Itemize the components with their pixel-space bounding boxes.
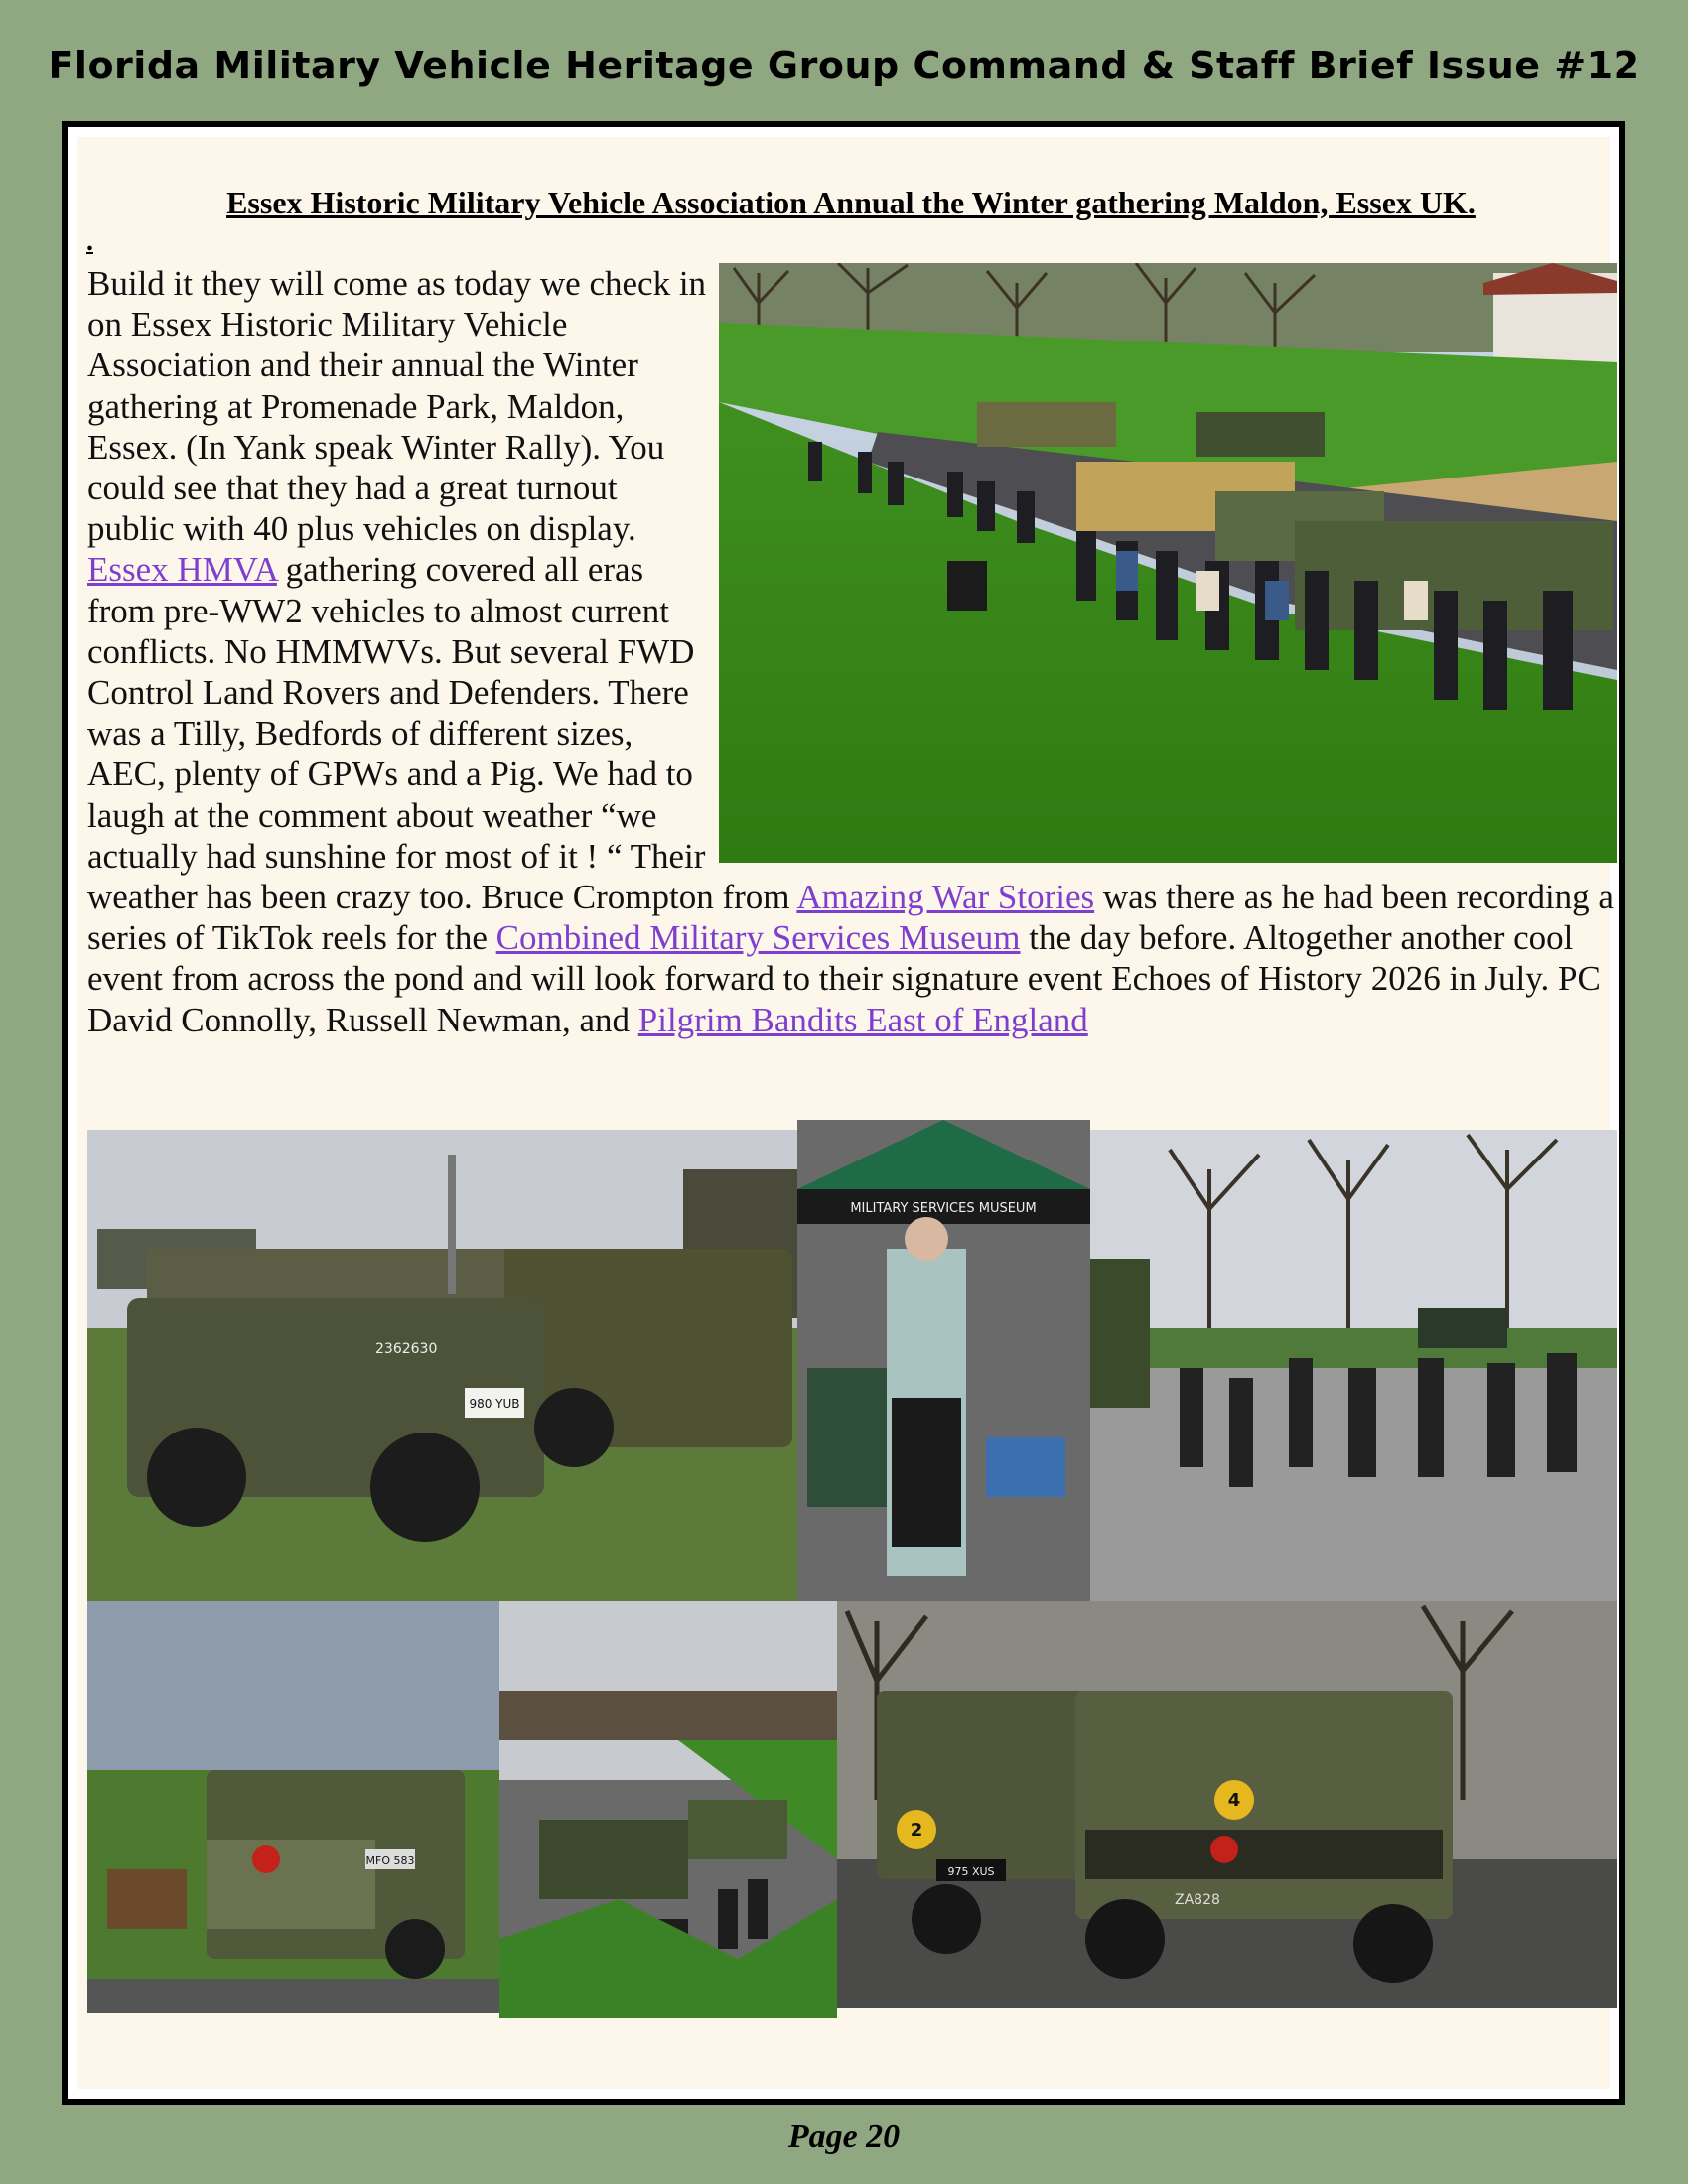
content-frame — [62, 121, 1625, 2105]
article-text-3: was there as he had been recording a series of TikTok reels for the — [87, 878, 1614, 958]
page-number: Page 20 — [787, 2118, 901, 2155]
photo-jeep-and-dodge — [837, 1601, 1617, 2008]
jeep-number: 2 — [910, 1820, 923, 1841]
link-pilgrim-bandits[interactable]: Pilgrim Bandits East of England — [637, 1000, 1088, 1039]
article-title: Essex Historic Military Vehicle Association Annual the Winter gathering Maldon, Essex UK. — [226, 185, 1476, 220]
link-combined-military-services-museum[interactable]: Combined Military Services Museum — [495, 918, 1021, 958]
dodge-number: 4 — [1227, 1790, 1241, 1811]
article-body — [87, 263, 1617, 1040]
pig-plate: MFO 583 — [365, 1854, 415, 1867]
photo-armoured-pig — [87, 1601, 499, 2013]
article-text-1: Build it they will come as today we check in on Essex Historic Military Vehicle Association and their annual the Winter gathering at Promenade Park, Maldon, Essex. (In Yank speak Winter Rally). You could see that they had a great turnout public with 40 plus vehicles on display. — [87, 264, 707, 549]
jeep-plate: 980 YUB — [469, 1397, 520, 1411]
museum-banner-text: MILITARY SERVICES MUSEUM — [850, 1201, 1037, 1216]
link-essex-hmva[interactable]: Essex HMVA — [87, 550, 277, 590]
jeep-marking: 2362630 — [375, 1341, 438, 1357]
photo-museum-stand — [797, 1120, 1090, 1601]
jeep-plate-2: 975 XUS — [947, 1865, 995, 1878]
article-text-2: gathering covered all eras from pre-WW2 vehicles to almost current conflicts. No HMMWVs. But several FWD Control Land Rovers and Defenders. There was a Tilly, Bedfords of different sizes, AEC, plenty of GPWs and a Pig. We had to laugh at the comment about weather “we actually had sunshine for most of it ! “ Their weather has been crazy too. Bruce Crompton from — [87, 550, 797, 917]
content-area — [77, 137, 1614, 2089]
photo-vehicle-line-park — [499, 1601, 837, 2018]
top-photo-crowd-and-vehicles — [719, 263, 1617, 863]
photo-crowd-path — [1090, 1130, 1617, 1601]
newsletter-header-title: Florida Military Vehicle Heritage Group Command & Staff Brief Issue #12 — [48, 44, 1640, 87]
link-amazing-war-stories[interactable]: Amazing War Stories — [796, 878, 1095, 917]
article-title-trailer: . — [86, 226, 93, 257]
photo-willys-jeeps — [87, 1130, 797, 1601]
article-text-4: the day before. Altogether another cool event from across the pond and will look forward to their signature event Echoes of History 2026 in July. PC David Connolly, Russell Newman, and — [87, 918, 1601, 1039]
dodge-marking: ZA828 — [1175, 1892, 1220, 1908]
